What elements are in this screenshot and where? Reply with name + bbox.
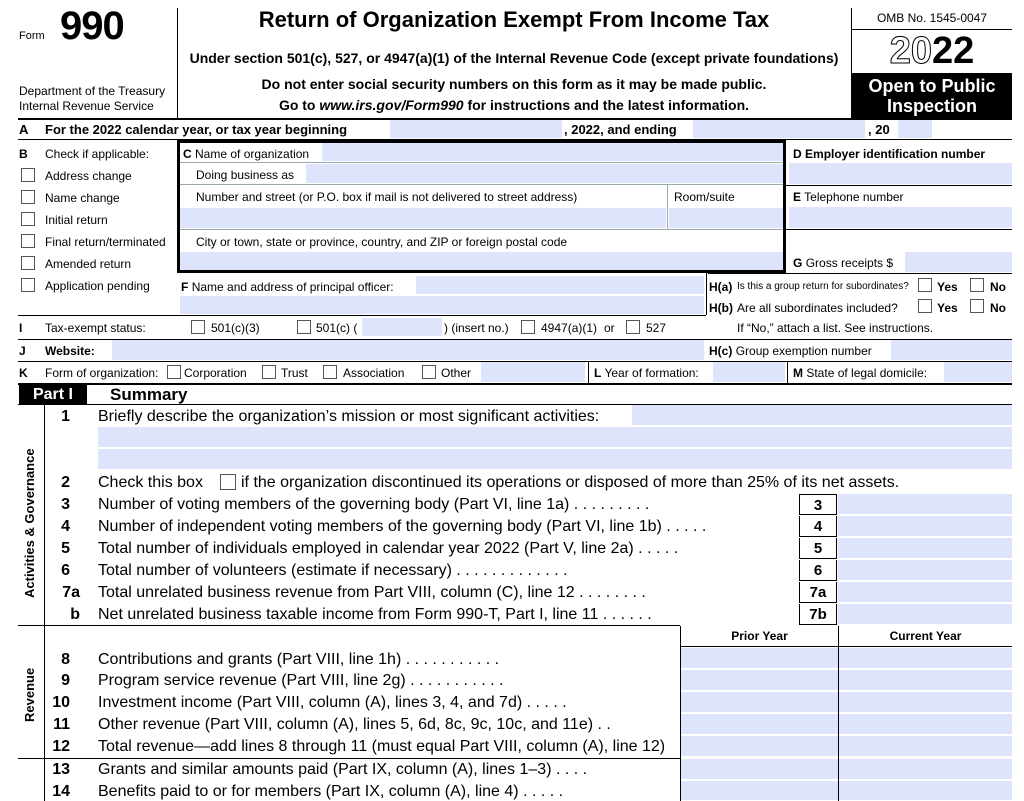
hb-no-label: No (990, 301, 1006, 315)
part1-title: Summary (110, 385, 188, 404)
department: Department of the Treasury (19, 84, 166, 98)
line-5-dots: . . . . . (638, 540, 679, 557)
line-10-num: 10 (52, 694, 70, 711)
line-14-dots: . . . . . (523, 783, 564, 800)
principal-officer-label (181, 280, 394, 294)
line-10-dots: . . . . . (526, 694, 567, 711)
line-10-current[interactable] (839, 692, 1012, 713)
website-field[interactable] (112, 340, 704, 360)
room-suite-field[interactable] (669, 208, 783, 228)
line-11-prior[interactable] (681, 714, 838, 735)
line-11-dots: . . (597, 716, 611, 733)
line-i-letter: I (19, 321, 23, 335)
line-12-text: Total revenue—add lines 8 through 11 (must equal Part VIII, column (A), line 12) (98, 738, 666, 755)
line-8-prior[interactable] (681, 648, 838, 669)
line-3-num: 3 (61, 496, 70, 513)
527-checkbox[interactable] (626, 320, 640, 334)
501c-number-field[interactable] (362, 318, 442, 336)
year-bold: 22 (932, 30, 975, 72)
public-inspection-badge (852, 73, 1012, 118)
line-5-desc: Total number of individuals employed in calendar year 2022 (Part V, line 2a) (98, 540, 634, 557)
city-label: City or town, state or province, country, and ZIP or foreign postal code (196, 235, 568, 249)
street-label: Number and street (or P.O. box if mail is not delivered to street address) (196, 190, 578, 204)
form-number: 990 (60, 4, 124, 48)
line-9-prior[interactable] (681, 670, 838, 691)
hb-note: If “No,” attach a list. See instructions. (737, 321, 934, 335)
line-7b-text (98, 606, 652, 624)
line-9-current[interactable] (839, 670, 1012, 691)
section-d-letter: D (793, 147, 802, 161)
ein-label (793, 147, 985, 161)
tax-year (852, 30, 1012, 72)
527-label: 527 (646, 321, 667, 335)
form-of-org-label: Form of organization: (45, 366, 159, 380)
501c3-label: 501(c)(3) (211, 321, 260, 335)
line-10-text (98, 694, 567, 712)
amended-return-label: Amended return (45, 257, 132, 271)
ssn-notice: Do not enter social security numbers on this form as it may be made public. (261, 76, 767, 92)
hb-text: Are all subordinates included? (737, 301, 898, 315)
line-7a-value[interactable] (838, 582, 1012, 603)
501c3-checkbox[interactable] (191, 320, 205, 334)
line-7b-dots: . . . . . . (602, 606, 652, 623)
line-9-desc: Program service revenue (Part VIII, line 2g) (98, 672, 406, 689)
section-g-letter: G (793, 256, 803, 270)
tax-year-end-field[interactable] (693, 120, 865, 138)
irs-name: Internal Revenue Service (19, 99, 154, 113)
line-l-letter: L (594, 366, 602, 380)
telephone-label-text: Telephone number (804, 190, 904, 204)
line-1-text: Briefly describe the organization’s mission or most significant activities: (98, 408, 600, 425)
form-label: Form (19, 30, 45, 42)
city-field[interactable] (180, 252, 783, 270)
year-formation-label (594, 366, 699, 380)
other-org-field[interactable] (481, 362, 585, 382)
name-change-label: Name change (45, 191, 120, 205)
name-change-checkbox[interactable] (21, 190, 35, 204)
ha-yes-label: Yes (937, 280, 958, 294)
corporation-label: Corporation (184, 366, 247, 380)
gross-receipts-field[interactable] (905, 252, 1012, 272)
line-7a-ref: 7a (799, 582, 837, 603)
line-14-current[interactable] (839, 781, 1012, 801)
line-13-num: 13 (52, 761, 70, 778)
initial-return-label: Initial return (45, 213, 108, 227)
line-13-prior[interactable] (681, 759, 838, 780)
line-7a-text (98, 584, 646, 602)
line-3-desc: Number of voting members of the governing body (Part VI, line 1a) (98, 496, 570, 513)
line-7a-desc: Total unrelated business revenue from Part VIII, column (C), line 12 (98, 584, 575, 601)
line-5-num: 5 (61, 540, 70, 557)
mission-field-1[interactable] (632, 405, 1012, 425)
ha-no-label: No (990, 280, 1006, 294)
website-label: Website: (45, 344, 95, 358)
line-6-num: 6 (61, 562, 70, 579)
telephone-label (793, 190, 904, 204)
section-b-label: Check if applicable: (45, 147, 150, 161)
year-formation-text: Year of formation: (604, 366, 699, 380)
4947-checkbox[interactable] (521, 320, 535, 334)
principal-officer-field[interactable] (416, 276, 704, 294)
hb-code: H(b) (709, 301, 733, 315)
section-b-letter: B (19, 147, 28, 161)
year-formation-field[interactable] (713, 362, 785, 382)
state-domicile-text: State of legal domicile: (806, 366, 928, 380)
org-name-label-text: Name of organization (195, 147, 310, 161)
line-2-text-post: if the organization discontinued its operations or disposed of more than 25% of its net assets. (241, 474, 900, 491)
association-label: Association (343, 366, 405, 380)
dba-field[interactable] (306, 164, 783, 183)
line-7a-dots: . . . . . . . . (579, 584, 646, 601)
line-7a-num: 7a (62, 584, 80, 601)
or-label: or (604, 321, 615, 335)
line-4-ref: 4 (799, 516, 837, 537)
line-11-desc: Other revenue (Part VIII, column (A), lines 5, 6d, 8c, 9c, 10c, and 11e) (98, 716, 594, 733)
association-checkbox[interactable] (323, 365, 337, 379)
4947-label: 4947(a)(1) (541, 321, 598, 335)
line-11-num: 11 (53, 716, 70, 733)
irs-link[interactable]: www.irs.gov/Form990 (319, 97, 464, 113)
line-8-dots: . . . . . . . . . . . (405, 651, 500, 668)
line-a-mid: , 2022, and ending (564, 122, 677, 137)
line-13-text (98, 761, 587, 779)
line-2-num: 2 (61, 474, 70, 491)
line-4-text (98, 518, 706, 536)
line-4-num: 4 (61, 518, 70, 535)
initial-return-checkbox[interactable] (21, 212, 35, 226)
state-domicile-field[interactable] (944, 362, 1012, 382)
line-14-text (98, 783, 563, 801)
tax-exempt-label: Tax-exempt status: (45, 321, 146, 335)
application-pending-label: Application pending (45, 279, 150, 293)
line-12-current[interactable] (839, 736, 1012, 757)
line-m-letter: M (793, 366, 803, 380)
tax-year-begin-field[interactable] (390, 120, 562, 138)
corporation-checkbox[interactable] (167, 365, 181, 379)
activities-governance-label: Activities & Governance (22, 448, 37, 598)
hb-yes-label: Yes (937, 301, 958, 315)
line-1-num: 1 (61, 408, 70, 425)
section-c-letter: C (183, 147, 192, 161)
telephone-field[interactable] (789, 207, 1012, 228)
line-8-text (98, 651, 499, 669)
line-6-ref: 6 (799, 560, 837, 581)
line-12-prior[interactable] (681, 736, 838, 757)
org-name-label (183, 147, 309, 161)
principal-officer-label-text: Name and address of principal officer: (191, 280, 394, 294)
line-14-desc: Benefits paid to or for members (Part IX, column (A), line 4) (98, 783, 519, 800)
omb-number: OMB No. 1545-0047 (876, 11, 988, 25)
ein-field[interactable] (789, 163, 1012, 184)
line-7b-value[interactable] (838, 604, 1012, 625)
line-13-desc: Grants and similar amounts paid (Part IX, column (A), lines 1–3) (98, 761, 552, 778)
hc-label (709, 344, 872, 358)
ha-text: Is this a group return for subordinates? (737, 281, 909, 292)
org-name-field[interactable] (322, 143, 783, 161)
line-5-text (98, 540, 678, 558)
line-9-dots: . . . . . . . . . . . (410, 672, 504, 689)
line-14-num: 14 (52, 783, 70, 800)
form-subtitle: Under section 501(c), 527, or 4947(a)(1) of the Internal Revenue Code (except private foundations) (189, 50, 839, 66)
mission-field-2[interactable] (98, 427, 1012, 447)
ha-code: H(a) (709, 280, 733, 294)
part1-tag: Part I (19, 385, 87, 404)
line-8-desc: Contributions and grants (Part VIII, line 1h) (98, 651, 402, 668)
other-label: Other (441, 366, 472, 380)
line-4-value[interactable] (838, 516, 1012, 537)
state-domicile-label (793, 366, 927, 380)
line-5-ref: 5 (799, 538, 837, 559)
line-6-dots: . . . . . . . . . . . . . (456, 562, 568, 579)
group-exemption-field[interactable] (891, 340, 1012, 360)
room-suite-label: Room/suite (674, 190, 735, 204)
line-a-letter: A (19, 122, 29, 137)
line-4-desc: Number of independent voting members of the governing body (Part VI, line 1b) (98, 518, 662, 535)
application-pending-checkbox[interactable] (21, 278, 35, 292)
line-14-prior[interactable] (681, 781, 838, 801)
tax-year-end-yy-field[interactable] (898, 120, 932, 138)
line-13-dots: . . . . (555, 761, 588, 778)
revenue-label: Revenue (22, 667, 37, 722)
trust-label: Trust (281, 366, 308, 380)
ha-yes-checkbox[interactable] (918, 278, 932, 292)
line-j-letter: J (19, 344, 26, 358)
501c-checkbox[interactable] (297, 320, 311, 334)
line-6-value[interactable] (838, 560, 1012, 581)
discontinued-checkbox[interactable] (220, 474, 236, 490)
line-a-end: , 20 (868, 122, 890, 137)
501c-label: 501(c) ( (316, 321, 358, 335)
amended-return-checkbox[interactable] (21, 256, 35, 270)
line-k-letter: K (19, 366, 28, 380)
line-2-text-pre: Check this box (98, 474, 203, 491)
line-8-num: 8 (61, 651, 70, 668)
line-12-num: 12 (52, 738, 70, 755)
hb-no-checkbox[interactable] (970, 299, 984, 313)
street-field[interactable] (180, 208, 666, 228)
ha-no-checkbox[interactable] (970, 278, 984, 292)
year-outline: 20 (889, 30, 932, 72)
line-11-text (98, 716, 611, 734)
insert-no-label: ) (insert no.) (444, 321, 509, 335)
line-7b-desc: Net unrelated business taxable income from Form 990-T, Part I, line 11 (98, 606, 599, 623)
line-7b-num: b (70, 606, 80, 623)
hb-yes-checkbox[interactable] (918, 299, 932, 313)
line-10-desc: Investment income (Part VIII, column (A), lines 3, 4, and 7d) (98, 694, 523, 711)
line-4-dots: . . . . . (666, 518, 707, 535)
dba-label: Doing business as (196, 168, 295, 182)
line-9-num: 9 (61, 672, 70, 689)
open-public-text: Open to Public (868, 76, 996, 96)
line-10-prior[interactable] (681, 692, 838, 713)
line-7b-ref: 7b (799, 604, 837, 625)
line-3-dots: . . . . . . . . . (573, 496, 650, 513)
line-8-current[interactable] (839, 648, 1012, 669)
line-9-text (98, 672, 504, 690)
gross-receipts-label-text: Gross receipts $ (805, 256, 894, 270)
address-change-checkbox[interactable] (21, 168, 35, 182)
notice-suffix: for instructions and the latest information. (463, 97, 750, 113)
final-return-label: Final return/terminated (45, 235, 166, 249)
inspection-text: Inspection (886, 96, 977, 116)
line-3-text (98, 496, 649, 514)
section-e-letter: E (793, 190, 802, 204)
principal-officer-address-field[interactable] (180, 296, 704, 314)
notice-prefix: Go to (278, 97, 320, 113)
prior-year-header: Prior Year (731, 629, 788, 643)
line-6-text (98, 562, 568, 580)
current-year-header: Current Year (889, 629, 962, 643)
gross-receipts-label (793, 256, 893, 270)
form-title: Return of Organization Exempt From Income Tax (258, 7, 770, 32)
line-3-value[interactable] (838, 494, 1012, 515)
address-change-label: Address change (45, 169, 132, 183)
instructions-notice (178, 97, 850, 113)
line-13-current[interactable] (839, 759, 1012, 780)
other-checkbox[interactable] (422, 365, 436, 379)
final-return-checkbox[interactable] (21, 234, 35, 248)
ein-label-text: Employer identification number (805, 147, 986, 161)
hc-code: H(c) (709, 344, 733, 358)
mission-field-3[interactable] (98, 449, 1012, 469)
line-6-desc: Total number of volunteers (estimate if necessary) (98, 562, 452, 579)
line-5-value[interactable] (838, 538, 1012, 559)
hc-text: Group exemption number (735, 344, 872, 358)
section-f-letter: F (181, 280, 189, 294)
line-11-current[interactable] (839, 714, 1012, 735)
line-a-text: For the 2022 calendar year, or tax year beginning (45, 122, 348, 137)
line-3-ref: 3 (799, 494, 837, 515)
trust-checkbox[interactable] (262, 365, 276, 379)
